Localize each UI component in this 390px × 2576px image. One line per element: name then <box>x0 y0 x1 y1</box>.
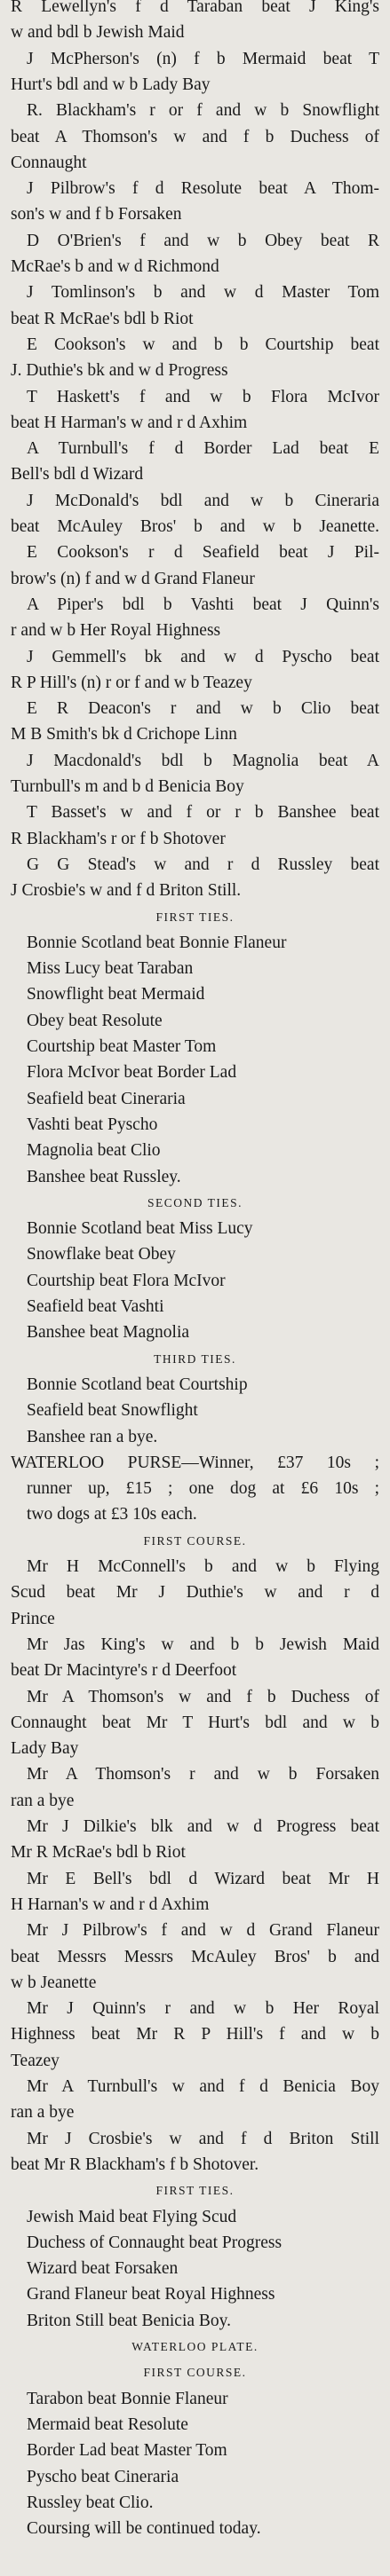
text-line: Courtship beat Flora McIvor <box>27 1271 226 1290</box>
text-line: Tarabon beat Bonnie Flaneur <box>27 2389 228 2408</box>
section-heading: THIRD TIES. <box>154 1351 236 1366</box>
text-line: J Macdonald's bdl b Magnolia beat A <box>27 751 379 770</box>
text-line: Mr J Quinn's r and w b Her Royal <box>27 1999 379 2019</box>
text-line: ran a bye <box>11 1791 75 1810</box>
text-line: Banshee ran a bye. <box>27 1427 158 1446</box>
text-line: E Cookson's w and b b Courtship beat <box>27 335 379 354</box>
text-line: J Pilbrow's f d Resolute beat A Thom- <box>27 179 379 199</box>
text-line: Duchess of Connaught beat Progress <box>27 2233 283 2252</box>
text-line: Pyscho beat Cineraria <box>27 2467 179 2486</box>
text-line: M B Smith's bk d Crichope Linn <box>11 725 237 744</box>
text-line: Briton Still beat Benicia Boy. <box>27 2311 232 2330</box>
text-line: Scud beat Mr J Duthie's w and r d <box>11 1583 379 1603</box>
text-line: Mermaid beat Resolute <box>27 2415 188 2434</box>
text-line: A Turnbull's f d Border Lad beat E <box>27 439 379 459</box>
text-line: T Basset's w and f or r b Banshee beat <box>27 803 379 823</box>
text-line: Mr Jas King's w and b b Jewish Maid <box>27 1635 379 1654</box>
text-line: Mr A Thomson's r and w b Forsaken <box>27 1765 379 1784</box>
text-line: Mr A Thomson's w and f b Duchess of <box>27 1687 379 1706</box>
text-line: WATERLOO PURSE—Winner, £37 10s ; <box>11 1453 379 1472</box>
text-line: McRae's b and w d Richmond <box>11 257 219 276</box>
text-line: w and bdl b Jewish Maid <box>11 23 185 43</box>
text-line: Border Lad beat Master Tom <box>27 2441 227 2461</box>
text-line: Bonnie Scotland beat Courtship <box>27 1375 248 1394</box>
section-heading: FIRST COURSE. <box>143 2366 247 2380</box>
text-line: Mr J Pilbrow's f and w d Grand Flaneur <box>27 1921 379 1941</box>
text-line: Bonnie Scotland beat Bonnie Flaneur <box>27 933 287 952</box>
text-line: beat R McRae's bdl b Riot <box>11 309 194 328</box>
text-line: Connaught <box>11 153 87 172</box>
text-line: Russley beat Clio. <box>27 2493 154 2512</box>
text-line: Miss Lucy beat Taraban <box>27 959 194 979</box>
text-line: Seafield beat Snowflight <box>27 1401 198 1421</box>
text-line: Snowflake beat Obey <box>27 1245 176 1264</box>
text-line: Grand Flaneur beat Royal Highness <box>27 2285 275 2304</box>
text-line: son's w and f b Forsaken <box>11 205 182 225</box>
text-line: G G Stead's w and r d Russley beat <box>27 855 379 874</box>
text-line: E R Deacon's r and w b Clio beat <box>27 699 379 719</box>
section-heading: WATERLOO PLATE. <box>131 2340 259 2353</box>
section-heading: FIRST TIES. <box>155 2184 235 2198</box>
text-line: Bonnie Scotland beat Miss Lucy <box>27 1219 253 1239</box>
text-line: E Cookson's r d Seafield beat J Pil- <box>27 543 379 563</box>
text-line: beat Dr Macintyre's r d Deerfoot <box>11 1661 237 1681</box>
text-line: Seafield beat Vashti <box>27 1297 164 1316</box>
text-line: beat H Harman's w and r d Axhim <box>11 413 248 432</box>
section-heading: FIRST TIES. <box>155 910 235 924</box>
text-line: Highness beat Mr R P Hill's f and w b <box>11 2025 379 2044</box>
text-line: Flora McIvor beat Border Lad <box>27 1063 237 1083</box>
text-line: Mr J Dilkie's blk and w d Progress beat <box>27 1817 379 1836</box>
text-line: Banshee beat Russley. <box>27 1167 181 1186</box>
text-line: Turnbull's m and b d Benicia Boy <box>11 777 244 796</box>
text-line: R Blackham's r or f b Shotover <box>11 829 226 848</box>
text-line: D O'Brien's f and w b Obey beat R <box>27 231 379 250</box>
text-line: r and w b Her Royal Highness <box>11 621 221 641</box>
text-line: Mr J Crosbie's w and f d Briton Still <box>27 2129 379 2148</box>
text-line: brow's (n) f and w d Grand Flaneur <box>11 569 255 588</box>
text-line: beat McAuley Bros' b and w b Jeanette. <box>11 517 379 536</box>
text-line: R Lewellyn's f d Taraban beat J King's <box>11 0 379 16</box>
text-line: H Harnan's w and r d Axhim <box>11 1895 210 1914</box>
text-line: Seafield beat Cineraria <box>27 1089 186 1108</box>
text-line: Mr E Bell's bdl d Wizard beat Mr H <box>27 1869 379 1888</box>
text-line: Snowflight beat Mermaid <box>27 985 205 1004</box>
text-line: Magnolia beat Clio <box>27 1141 161 1161</box>
text-line: A Piper's bdl b Vashti beat J Quinn's <box>27 595 379 614</box>
text-line: beat A Thomson's w and f b Duchess of <box>11 127 379 146</box>
text-line: J. Duthie's bk and w d Progress <box>11 361 228 381</box>
text-line: J McDonald's bdl and w b Cineraria <box>27 491 379 510</box>
text-line: Prince <box>11 1609 55 1628</box>
text-line: Mr A Turnbull's w and f d Benicia Boy <box>27 2077 379 2096</box>
text-line: Coursing will be continued today. <box>27 2519 261 2539</box>
text-line: Mr R McRae's bdl b Riot <box>11 1843 186 1863</box>
text-line: beat Messrs Messrs McAuley Bros' b and <box>11 1947 379 1966</box>
text-line: Connaught beat Mr T Hurt's bdl and w b <box>11 1713 379 1732</box>
text-line: Vashti beat Pyscho <box>27 1115 158 1134</box>
text-line: Obey beat Resolute <box>27 1011 163 1030</box>
text-line: J Tomlinson's b and w d Master Tom <box>27 283 379 303</box>
text-line: R. Blackham's r or f and w b Snowflight <box>27 101 379 121</box>
section-heading: FIRST COURSE. <box>143 1533 247 1548</box>
text-line: w b Jeanette <box>11 1973 97 1992</box>
text-line: R P Hill's (n) r or f and w b Teazey <box>11 673 252 692</box>
text-line: J McPherson's (n) f b Mermaid beat T <box>27 49 379 68</box>
text-line: Hurt's bdl and w b Lady Bay <box>11 75 211 94</box>
text-line: beat Mr R Blackham's f b Shotover. <box>11 2155 259 2174</box>
text-line: ran a bye <box>11 2103 75 2123</box>
text-line: Teazey <box>11 2051 60 2070</box>
text-line: T Haskett's f and w b Flora McIvor <box>27 387 379 406</box>
text-line: two dogs at £3 10s each. <box>27 1505 197 1524</box>
section-heading: SECOND TIES. <box>147 1195 243 1209</box>
text-line: Wizard beat Forsaken <box>27 2259 179 2279</box>
text-line: J Gemmell's bk and w d Pyscho beat <box>27 647 379 666</box>
text-line: Courtship beat Master Tom <box>27 1037 217 1056</box>
text-line: Lady Bay <box>11 1739 79 1759</box>
text-line: J Crosbie's w and f d Briton Still. <box>11 881 242 901</box>
text-line: runner up, £15 ; one dog at £6 10s ; <box>27 1479 379 1499</box>
text-line: Mr H McConnell's b and w b Flying <box>27 1557 379 1576</box>
text-line: Bell's bdl d Wizard <box>11 465 144 484</box>
text-line: Jewish Maid beat Flying Scud <box>27 2207 237 2226</box>
text-line: Banshee beat Magnolia <box>27 1323 190 1343</box>
